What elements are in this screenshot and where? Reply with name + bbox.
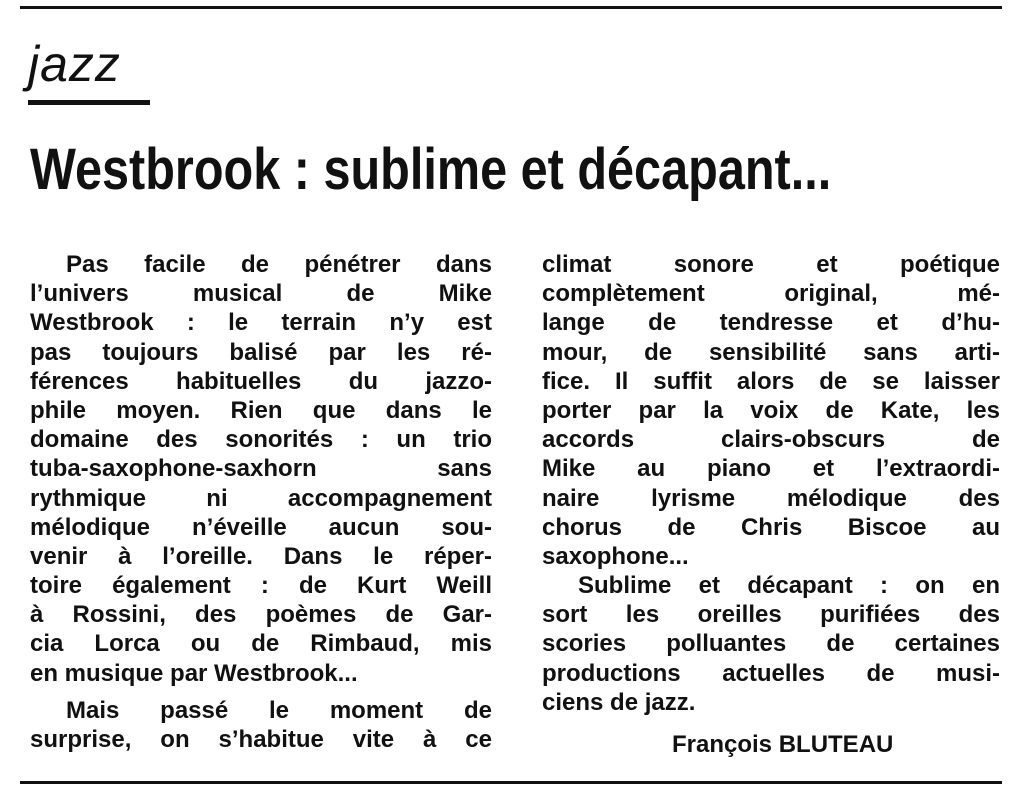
text-line: à Rossini, des poèmes de Gar- [30, 601, 492, 629]
text-line: scories polluantes de certaines [542, 630, 1000, 658]
text-line: porter par la voix de Kate, les [542, 396, 1000, 424]
text-line: complètement original, mé- [542, 280, 1000, 308]
bottom-rule [20, 781, 1002, 784]
text-line: productions actuelles de musi- [542, 659, 1000, 687]
text-line: ciens de jazz. [542, 688, 696, 716]
text-line: surprise, on s’habitue vite à ce [30, 726, 492, 753]
text-line: naire lyrisme mélodique des [542, 484, 1000, 512]
text-line: mélodique n’éveille aucun sou- [30, 513, 492, 541]
article-column-right [542, 250, 1000, 717]
text-line: tuba-saxophone-saxhorn sans [30, 455, 492, 483]
text-line: sort les oreilles purifiées des [542, 601, 1000, 629]
text-line: Mike au piano et l’extraordi- [542, 455, 1000, 483]
text-line: fice. Il suffit alors de se laisser [542, 367, 1000, 395]
author-signature: François BLUTEAU [672, 731, 894, 758]
text-line: accords clairs-obscurs de [542, 426, 1000, 454]
text-line: cia Lorca ou de Rimbaud, mis [30, 630, 492, 658]
text-line: Westbrook : le terrain n’y est [30, 309, 492, 337]
section-rubric: jazz [28, 36, 121, 92]
text-line: mour, de sensibilité sans arti- [542, 338, 1000, 366]
text-line: toire également : de Kurt Weill [30, 572, 492, 600]
paragraph-gap [30, 688, 492, 696]
text-line: lange de tendresse et d’hu- [542, 309, 1000, 337]
text-line: férences habituelles du jazzo- [30, 367, 492, 395]
text-line: saxophone... [542, 542, 689, 570]
top-rule [20, 6, 1002, 9]
rubric-underline [28, 100, 150, 105]
text-line: en musique par Westbrook... [30, 659, 358, 687]
text-line: l’univers musical de Mike [30, 280, 492, 308]
text-line: rythmique ni accompagnement [30, 484, 492, 512]
article-column-left [30, 250, 492, 754]
text-line: Pas facile de pénétrer dans [66, 251, 492, 278]
text-line: phile moyen. Rien que dans le [30, 396, 492, 424]
text-line: pas toujours balisé par les ré- [30, 338, 492, 366]
text-line: venir à l’oreille. Dans le réper- [30, 542, 492, 570]
article-headline: Westbrook : sublime et décapant... [30, 137, 832, 202]
text-line: domaine des sonorités : un trio [30, 426, 492, 454]
text-line: Sublime et décapant : on en [578, 572, 1000, 600]
text-line: Mais passé le moment de [66, 696, 492, 724]
text-line: chorus de Chris Biscoe au [542, 513, 1000, 541]
text-line: climat sonore et poétique [542, 251, 1000, 278]
